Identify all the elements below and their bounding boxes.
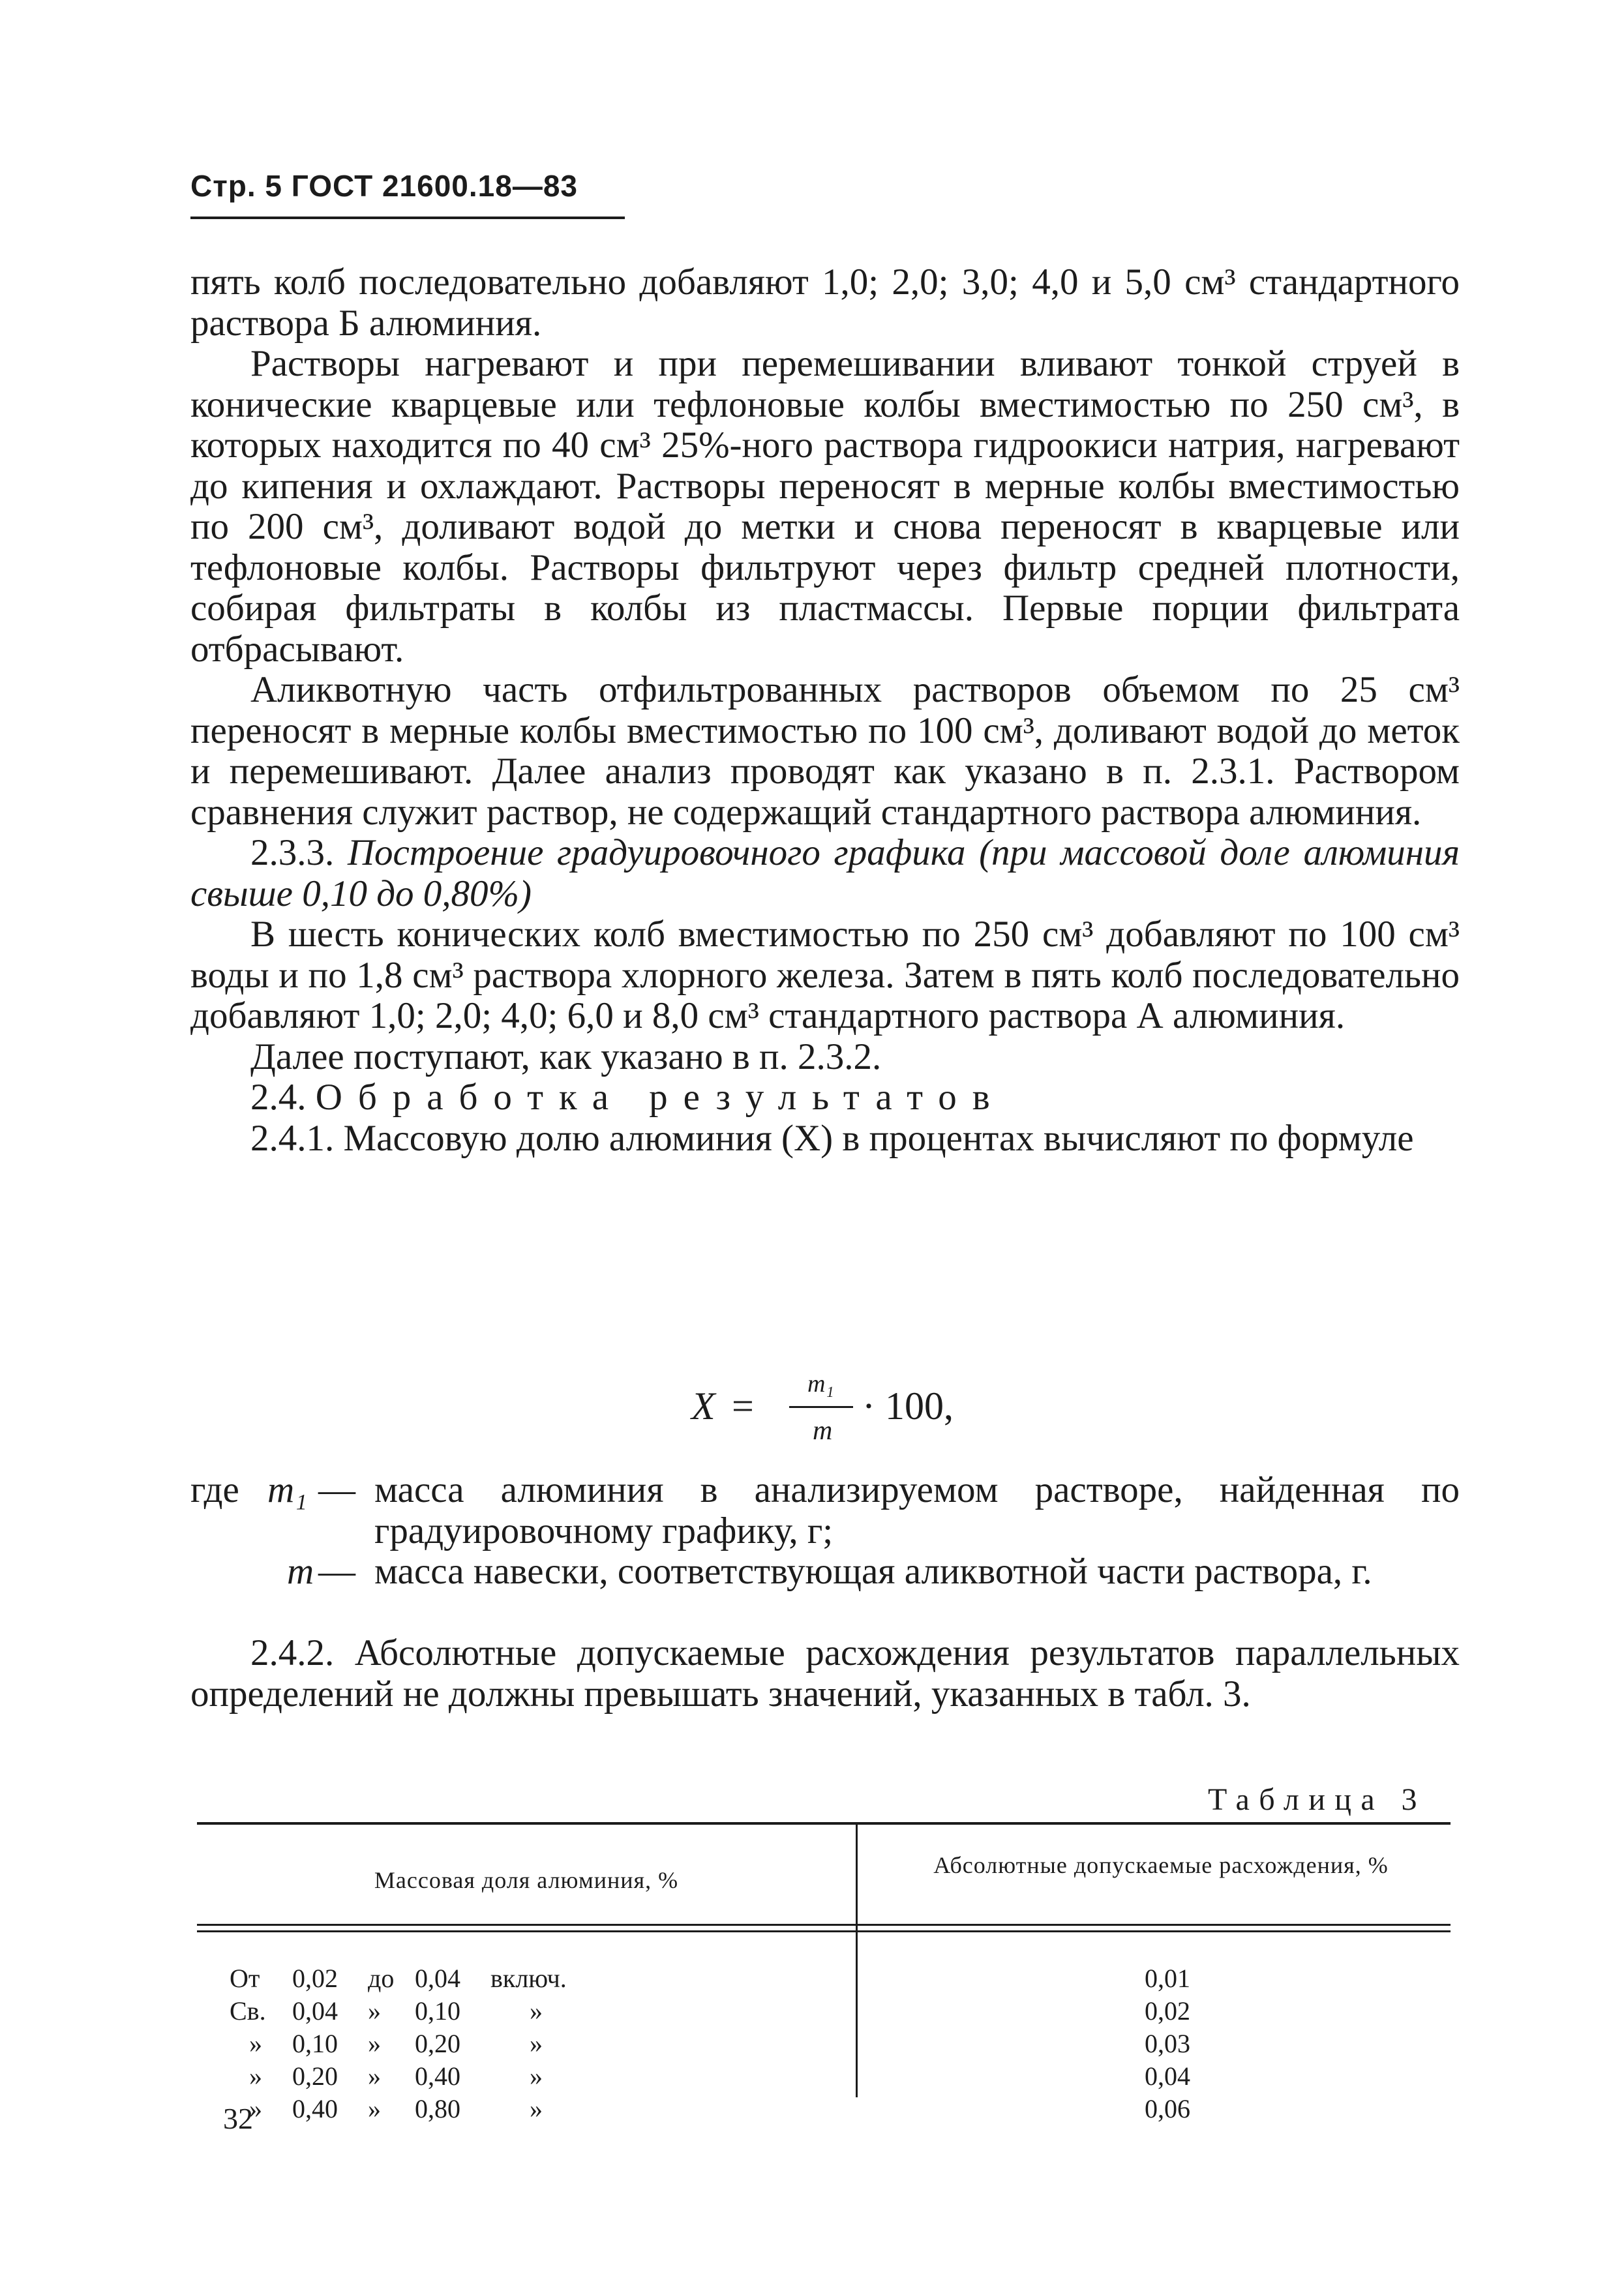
column-header-tolerance: Абсолютные допускаемые расхождения, %: [933, 1852, 1389, 1878]
section-number: 2.4.: [250, 1077, 307, 1118]
table-row: [230, 2061, 843, 2093]
body-text-2: [190, 1633, 1460, 1715]
row-to: 0,20: [415, 2029, 460, 2058]
column-header-mass-fraction: Массовая доля алюминия, %: [374, 1867, 679, 1893]
row-to: 0,04: [415, 1964, 460, 1993]
definition-dash: —: [318, 1551, 355, 1592]
row-prefix: От: [230, 1964, 260, 1993]
section-number: 2.3.3.: [250, 832, 335, 873]
definition-m: [190, 1551, 1460, 1633]
formula-lhs: X: [691, 1385, 715, 1428]
tolerance-value: 0,02: [1145, 1996, 1190, 2026]
row-prefix: Св.: [230, 1996, 266, 2026]
tolerance-value: 0,06: [1145, 2094, 1190, 2123]
tolerance-value: 0,03: [1145, 2029, 1190, 2058]
row-separator: »: [368, 1996, 381, 2026]
paragraph-3: Аликвотную часть отфильтрованных растворов объемом по 25 см³ переносят в мерные колбы вместимостью по 100 см³, доливают водой до меток и перемешивают. Далее анализ проводят как указано в п. 2.3.1. Раствором сравнения служит раствор, не содержащий стандартного раствора алюминия.: [190, 669, 1460, 833]
row-from: 0,04: [292, 1996, 338, 2026]
section-title: Построение градуировочного графика (при массовой доле алюминия свыше 0,10 до 0,80%): [190, 832, 1460, 914]
formula-definitions: [190, 1470, 1460, 1633]
paragraph-2: Растворы нагревают и при перемешивании вливают тонкой струей в конические кварцевые или тефлоновые колбы вместимостью по 250 см³, в которых находится по 40 см³ 25%-ного раствора гидроокиси натрия, нагревают до кипения и охлаждают. Растворы переносят в мерные колбы вместимостью по 200 см³, доливают водой до метки и снова переносят в кварцевые или тефлоновые колбы. Растворы фильтруют через фильтр средней плотности, собирая фильтраты в колбы из пластмассы. Первые порции фильтрата отбрасывают.: [190, 343, 1460, 670]
definition-text: масса навески, соответствующая аликвотной части раствора, г.: [374, 1551, 1372, 1592]
row-separator: »: [368, 2029, 381, 2058]
row-to: 0,40: [415, 2061, 460, 2091]
row-suffix: включ.: [490, 1964, 567, 1993]
row-separator: »: [368, 2094, 381, 2123]
tolerance-value: 0,01: [1145, 1964, 1190, 1993]
table-row: [230, 2093, 843, 2126]
section-2-4: [190, 1077, 1460, 1118]
header-rule: [190, 217, 625, 219]
formula-denominator: m: [813, 1416, 833, 1446]
row-from: 0,02: [292, 1964, 338, 1993]
row-prefix: »: [249, 2094, 262, 2123]
header-rule-2: [197, 1930, 1451, 1932]
row-suffix: »: [530, 2029, 543, 2058]
body-text: [190, 262, 1460, 1159]
table-row: [230, 1963, 843, 1996]
tolerance-value: 0,04: [1145, 2061, 1190, 2091]
formula-equals: =: [732, 1385, 754, 1428]
row-suffix: »: [530, 1996, 543, 2026]
row-from: 0,20: [292, 2061, 338, 2091]
formula-numerator: m₁: [807, 1370, 834, 1398]
definition-lead: где: [190, 1469, 239, 1510]
paragraph-8: 2.4.1. Массовую долю алюминия (X) в процентах вычисляют по формуле: [250, 1117, 1414, 1159]
table-row: [230, 1996, 843, 2028]
paragraph-6: Далее поступают, как указано в п. 2.3.2.: [250, 1036, 882, 1077]
definition-var: m₁: [267, 1469, 307, 1510]
table-column-divider: [856, 1825, 858, 2097]
row-from: 0,10: [292, 2029, 338, 2058]
header-rule-1: [197, 1924, 1451, 1926]
paragraph-9: 2.4.2. Абсолютные допускаемые расхождения результатов параллельных определений не должны превышать значений, указанных в табл. 3.: [190, 1632, 1460, 1715]
paragraph-1: пять колб последовательно добавляют 1,0; 2,0; 3,0; 4,0 и 5,0 см³ стандартного раствора Б алюминия.: [190, 262, 1460, 344]
fraction-bar: [789, 1406, 853, 1408]
row-suffix: »: [530, 2094, 543, 2123]
row-separator: »: [368, 2061, 381, 2091]
section-title: Обработка результатов: [315, 1077, 1006, 1118]
formula: [691, 1370, 1030, 1454]
definition-text: масса алюминия в анализируемом растворе, найденная по градуировочному графику, г;: [374, 1469, 1460, 1551]
definition-var: m: [287, 1551, 314, 1592]
table-row: [230, 2028, 843, 2061]
paragraph-5: В шесть конических колб вместимостью по 250 см³ добавляют по 100 см³ воды и по 1,8 см³ раствора хлорного железа. Затем в пять колб последовательно добавляют 1,0; 2,0; 4,0; 6,0 и 8,0 см³ стандартного раствора А алюминия.: [190, 914, 1460, 1036]
definition-m1: [190, 1470, 1460, 1551]
definition-dash: —: [318, 1469, 355, 1510]
table-caption: Таблица 3: [1208, 1782, 1426, 1817]
formula-tail: · 100,: [862, 1385, 954, 1428]
row-from: 0,40: [292, 2094, 338, 2123]
row-suffix: »: [530, 2061, 543, 2091]
table-top-rule: [197, 1822, 1451, 1825]
page-header: Стр. 5 ГОСТ 21600.18—83: [190, 169, 579, 203]
row-separator: до: [368, 1964, 395, 1993]
row-prefix: »: [249, 2029, 262, 2058]
row-to: 0,10: [415, 1996, 460, 2026]
row-to: 0,80: [415, 2094, 460, 2123]
page-number: 32: [223, 2102, 253, 2135]
section-2-3-3: [190, 833, 1460, 914]
row-prefix: »: [249, 2061, 262, 2091]
